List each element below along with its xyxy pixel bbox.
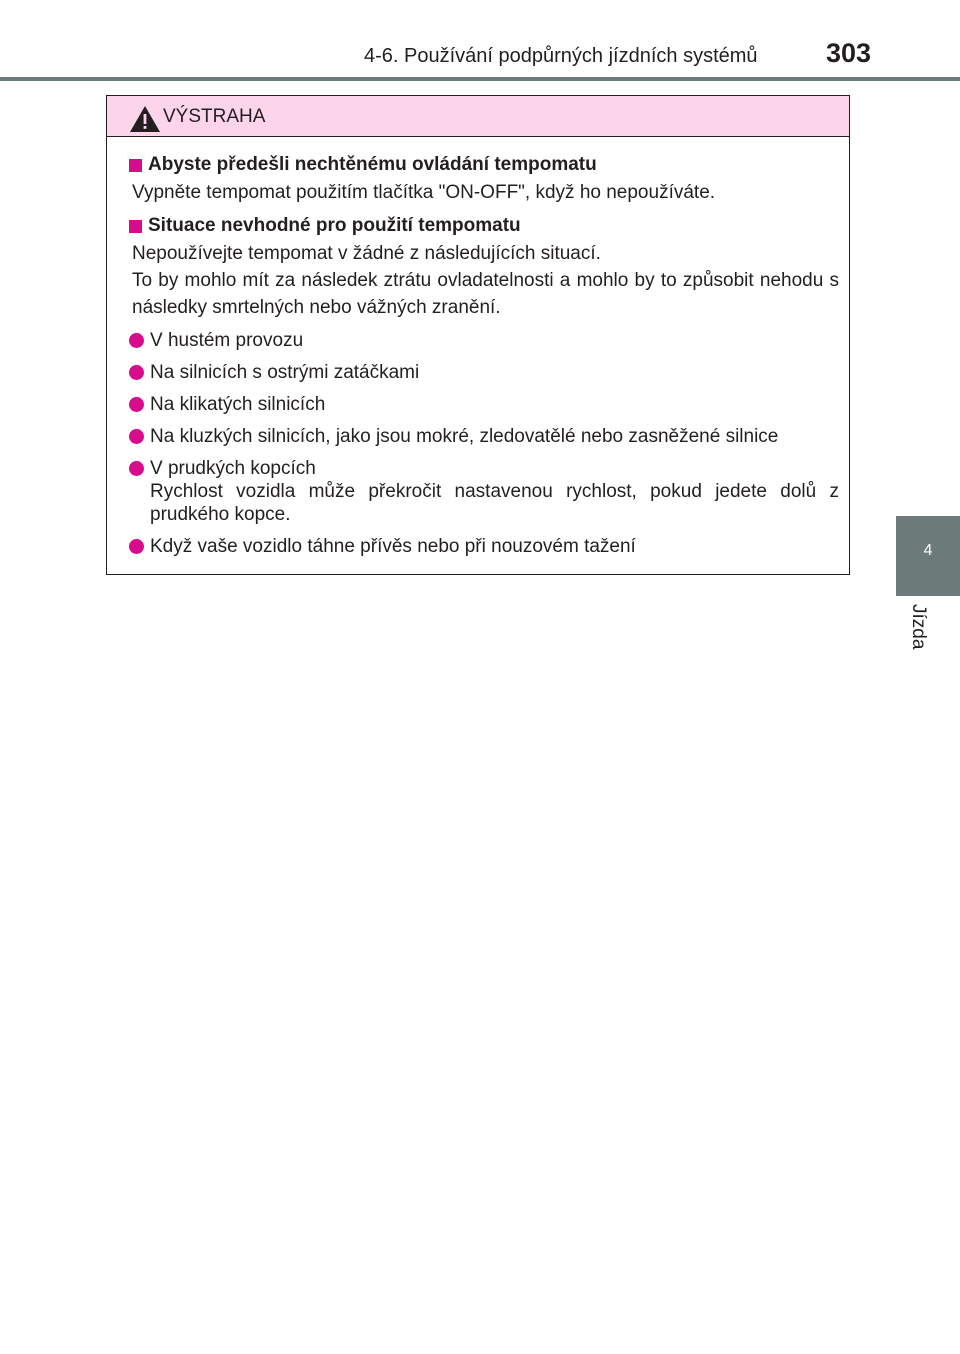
square-bullet-icon [129, 159, 142, 172]
list-item-text: Na kluzkých silnicích, jako jsou mokré, zledovatělé nebo zasněžené silnice [150, 426, 779, 447]
round-bullet-icon [129, 333, 144, 348]
header-rule [0, 77, 960, 81]
section-unintended-operation [129, 151, 839, 206]
list-item [129, 329, 839, 352]
list-item-text: Když vaše vozidlo táhne přívěs nebo při nouzovém tažení [150, 536, 636, 557]
section-text: To by mohlo mít za následek ztrátu ovladatelnosti a mohlo by to způsobit nehodu s následky smrtelných nebo vážných zranění. [132, 270, 839, 318]
warning-title: VÝSTRAHA [163, 106, 266, 127]
warning-header [107, 96, 849, 137]
round-bullet-icon [129, 429, 144, 444]
chapter-tab [896, 516, 960, 596]
warning-triangle-icon [129, 105, 161, 133]
list-item-text: V prudkých kopcích [150, 458, 316, 479]
round-bullet-icon [129, 365, 144, 380]
chapter-number: 4 [923, 542, 933, 559]
list-item-detail: Rychlost vozidla může překročit nastavenou rychlost, pokud jedete dolů z prudkého kopce. [150, 481, 839, 525]
list-item-text: Na klikatých silnicích [150, 394, 326, 415]
page-header-title: 4-6. Používání podpůrných jízdních systémů [364, 45, 758, 67]
list-item [129, 361, 839, 384]
list-item-text: V hustém provozu [150, 330, 304, 351]
situation-list [129, 329, 839, 558]
list-item [129, 425, 839, 448]
chapter-label: Jízda [908, 604, 929, 650]
square-bullet-icon [129, 220, 142, 233]
page-number: 303 [826, 38, 872, 68]
list-item [129, 535, 839, 558]
round-bullet-icon [129, 397, 144, 412]
round-bullet-icon [129, 539, 144, 554]
section-heading [129, 212, 839, 240]
section-text: Nepoužívejte tempomat v žádné z následujících situací. [132, 243, 601, 264]
round-bullet-icon [129, 461, 144, 476]
list-item-text: Na silnicích s ostrými zatáčkami [150, 362, 420, 383]
section-heading-text: Abyste předešli nechtěnému ovládání tempomatu [148, 154, 597, 175]
section-unsuitable-situations [129, 212, 839, 558]
section-heading [129, 151, 839, 179]
list-item [129, 393, 839, 416]
list-item-content [150, 457, 839, 526]
section-heading-text: Situace nevhodné pro použití tempomatu [148, 215, 521, 236]
list-item [129, 457, 839, 526]
warning-body [107, 137, 849, 558]
warning-box [106, 95, 850, 575]
section-text: Vypněte tempomat použitím tlačítka "ON-OFF", když ho nepoužíváte. [132, 182, 716, 203]
